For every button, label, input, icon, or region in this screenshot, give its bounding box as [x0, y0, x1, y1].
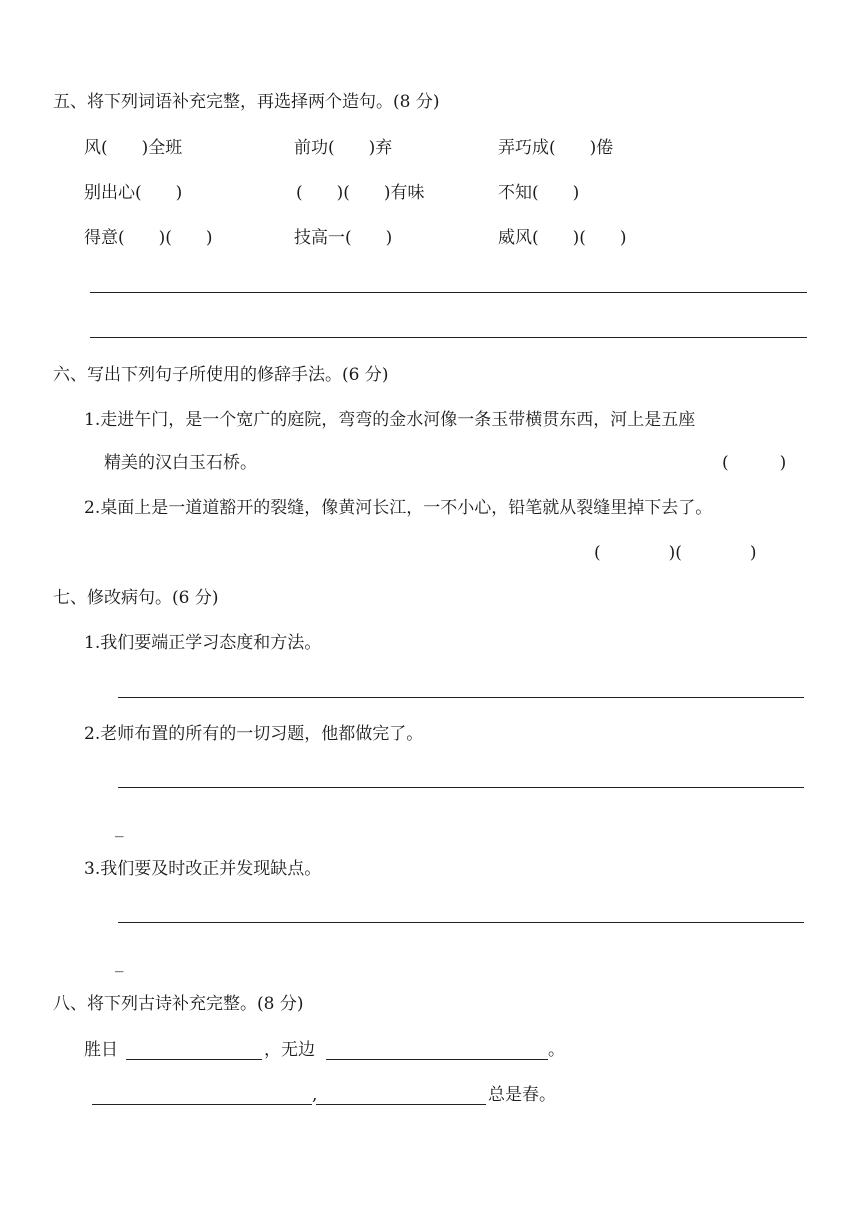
idiom-5: ( )( )有味: [296, 183, 425, 203]
idiom-6: 不知( ): [498, 183, 580, 203]
section8-title: 八、将下列古诗补充完整。(8 分): [53, 994, 304, 1014]
poem-blank[interactable]: [316, 1104, 486, 1105]
answer-line[interactable]: [90, 292, 807, 293]
stray-dash: _: [115, 818, 124, 838]
idiom-8: 技高一( ): [294, 228, 393, 248]
poem-line1-end: 。: [548, 1040, 565, 1060]
correction-line[interactable]: [118, 922, 804, 923]
poem-line2-end: 总是春。: [488, 1085, 556, 1105]
poem-blank[interactable]: [92, 1104, 312, 1105]
rhetoric-item-1-cont: 精美的汉白玉石桥。: [104, 453, 257, 473]
idiom-9: 威风( )( ): [498, 228, 627, 248]
idiom-7: 得意( )( ): [84, 228, 213, 248]
sentence-item-3: 3.我们要及时改正并发现缺点。: [84, 859, 322, 879]
stray-dash: _: [115, 953, 124, 973]
poem-line1-mid: ，无边: [264, 1040, 315, 1060]
section6-title: 六、写出下列句子所使用的修辞手法。(6 分): [53, 365, 389, 385]
idiom-3: 弄巧成( )倦: [498, 138, 614, 158]
correction-line[interactable]: [118, 787, 804, 788]
sentence-item-2: 2.老师布置的所有的一切习题，他都做完了。: [84, 724, 424, 744]
section5-title: 五、将下列词语补充完整，再选择两个造句。(8 分): [53, 92, 440, 112]
answer-line[interactable]: [90, 337, 807, 338]
rhetoric-item-1: 1.走进午门，是一个宽广的庭院，弯弯的金水河像一条玉带横贯东西，河上是五座: [84, 410, 696, 430]
rhetoric-answer-2[interactable]: ( )( ): [594, 543, 757, 563]
poem-comma: ,: [312, 1085, 318, 1105]
rhetoric-answer-1[interactable]: ( ): [722, 453, 787, 473]
idiom-1: 风( )全班: [84, 138, 183, 158]
rhetoric-item-2: 2.桌面上是一道道豁开的裂缝，像黄河长江，一不小心，铅笔就从裂缝里掉下去了。: [84, 498, 713, 518]
sentence-item-1: 1.我们要端正学习态度和方法。: [84, 633, 322, 653]
section7-title: 七、修改病句。(6 分): [53, 588, 219, 608]
poem-line1-start: 胜日: [84, 1040, 118, 1060]
poem-blank[interactable]: [326, 1059, 548, 1060]
poem-blank[interactable]: [126, 1059, 262, 1060]
correction-line[interactable]: [118, 697, 804, 698]
idiom-2: 前功( )弃: [294, 138, 393, 158]
idiom-4: 别出心( ): [84, 183, 183, 203]
